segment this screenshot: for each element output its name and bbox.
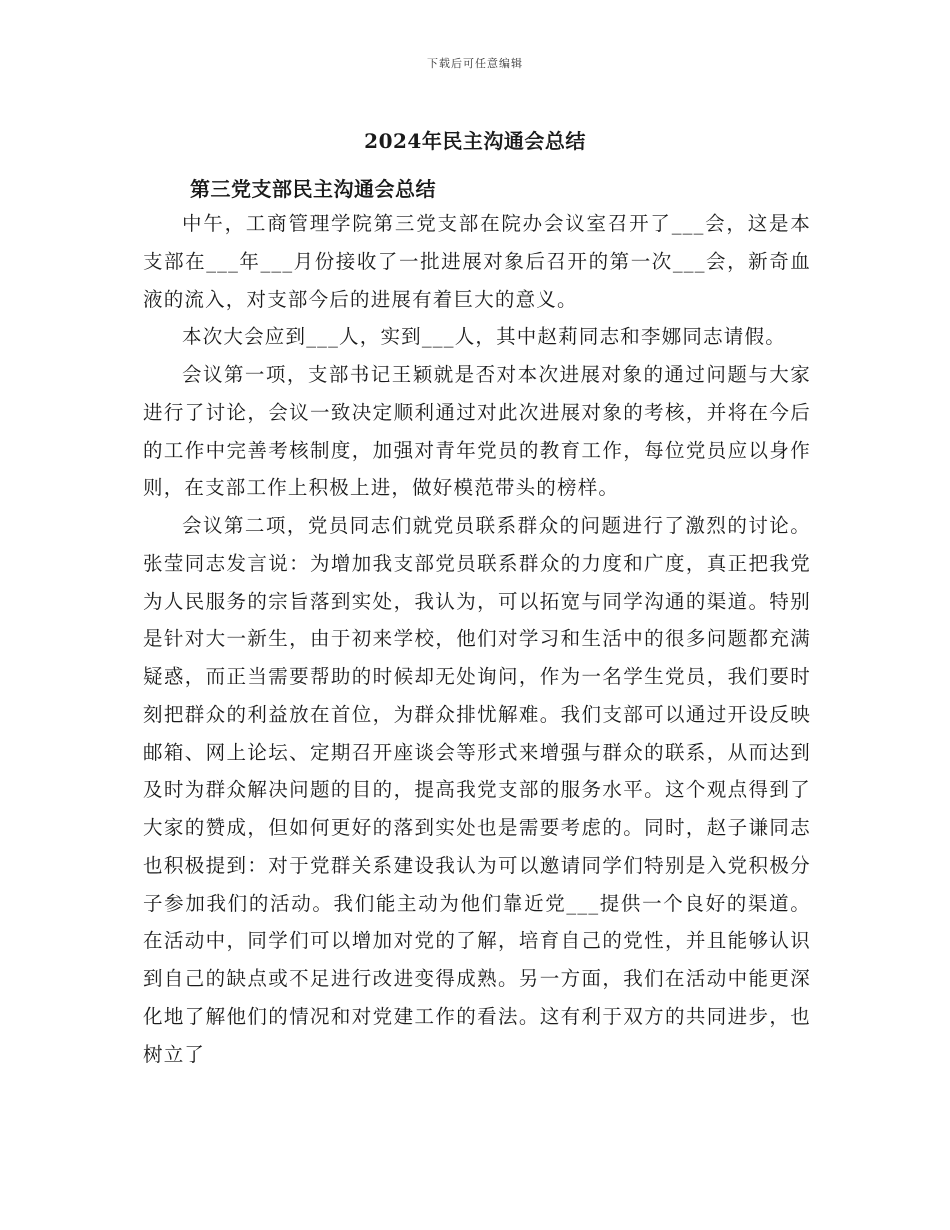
paragraph: 中午，工商管理学院第三党支部在院办会议室召开了___会，这是本支部在___年___月份接收了一批进展对象后召开的第一次___会，新奇血液的流入，对支部今后的进展有着巨大的意义。 <box>143 212 811 311</box>
paragraph: 会议第二项，党员同志们就党员联系群众的问题进行了激烈的讨论。张莹同志发言说：为增加我支部党员联系群众的力度和广度，真正把我党为人民服务的宗旨落到实处，我认为，可以拓宽与同学沟通的渠道。特别是针对大一新生，由于初来学校，他们对学习和生活中的很多问题都充满疑惑，而正当需要帮助的时候却无处询问，作为一名学生党员，我们要时刻把群众的利益放在首位，为群众排忧解难。我们支部可以通过开设反映邮箱、网上论坛、定期召开座谈会等形式来增强与群众的联系，从而达到及时为群众解决问题的目的，提高我党支部的服务水平。这个观点得到了大家的赞成，但如何更好的落到实处也是需要考虑的。同时，赵子谦同志也积极提到：对于党群关系建设我认为可以邀请同学们特别是入党积极分子参加我们的活动。我们能主动为他们靠近党___提供一个良好的渠道。在活动中，同学们可以增加对党的了解，培育自己的党性，并且能够认识到自己的缺点或不足进行改进变得成熟。另一方面，我们在活动中能更深化地了解他们的情况和对党建工作的看法。这有利于双方的共同进步，也树立了 <box>143 514 811 1066</box>
paragraph: 本次大会应到___人，实到___人，其中赵莉同志和李娜同志请假。 <box>182 325 786 349</box>
document-title: 2024年民主沟通会总结 <box>364 129 586 153</box>
section-heading: 第三党支部民主沟通会总结 <box>190 177 436 201</box>
page-header-note: 下载后可任意编辑 <box>427 57 523 70</box>
paragraph: 会议第一项，支部书记王颖就是否对本次进展对象的通过问题与大家进行了讨论，会议一致决定顺利通过对此次进展对象的考核，并将在今后的工作中完善考核制度，加强对青年党员的教育工作，每位党员应以身作则，在支部工作上积极上进，做好模范带头的榜样。 <box>143 363 811 500</box>
document-body <box>143 205 811 1073</box>
